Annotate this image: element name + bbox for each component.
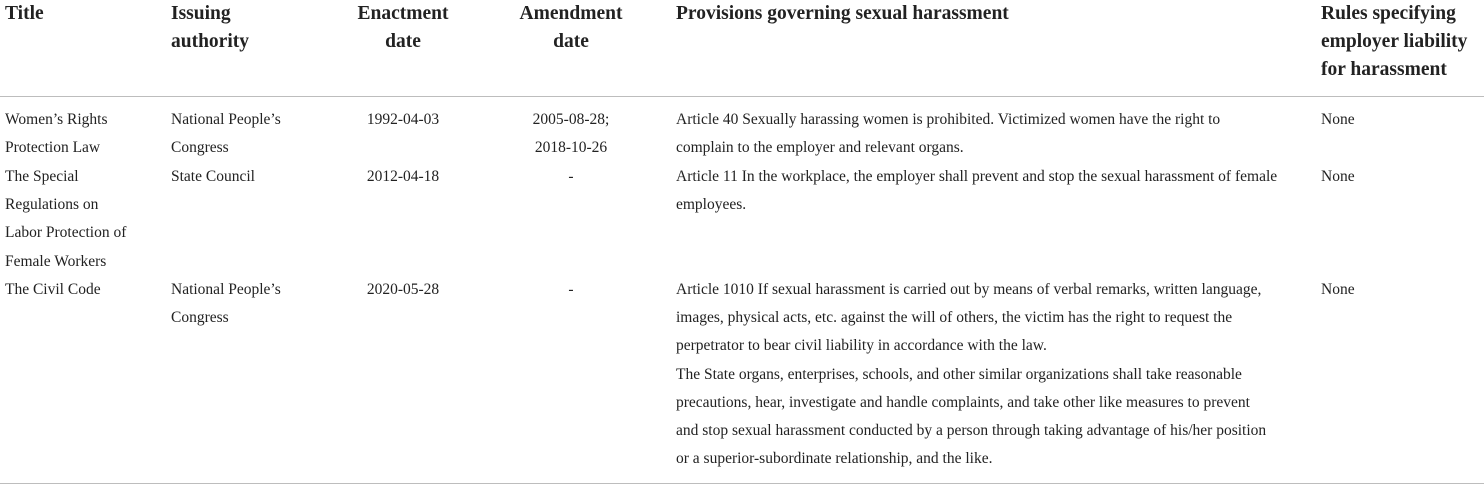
cell-title: [5, 163, 165, 276]
cell-line: None: [1321, 281, 1355, 298]
cell-issuing-authority: [171, 106, 331, 162]
table-row: [0, 276, 1484, 476]
cell-line: The Civil Code: [5, 281, 101, 298]
header-enactment-line: Enactment: [357, 3, 449, 24]
cell-employer-liability-rules: [1321, 163, 1481, 191]
cell-line: employees.: [676, 196, 747, 214]
cell-line: Regulations on: [5, 196, 99, 214]
header-title: [5, 0, 155, 28]
header-provisions: [676, 0, 1296, 28]
header-rules-line: Rules specifying: [1321, 3, 1456, 24]
table-row: [0, 163, 1484, 276]
cell-line: Article 1010 If sexual harassment is carried out by means of verbal remarks, written language,: [676, 281, 1262, 298]
cell-line: and stop sexual harassment conducted by a person through taking advantage of his/her position: [676, 422, 1267, 440]
cell-line: 2012-04-18: [366, 168, 440, 185]
cell-enactment-date: [333, 163, 473, 191]
cell-line: 1992-04-03: [366, 111, 440, 128]
header-enactment-line: date: [385, 31, 421, 52]
header-amendment-line: Amendment: [519, 3, 623, 24]
cell-line: or a superior-subordinate relationship, and the like.: [676, 450, 993, 468]
cell-line: The State organs, enterprises, schools, and other similar organizations shall take reasonable: [676, 365, 1242, 383]
cell-enactment-date: [333, 106, 473, 134]
table-header-row: [0, 0, 1484, 97]
cell-line: images, physical acts, etc. against the will of others, the victim has the right to request the: [676, 309, 1233, 327]
cell-line: 2005-08-28;: [532, 111, 610, 128]
cell-provisions: [676, 106, 1306, 162]
cell-amendment-date: [496, 276, 646, 304]
header-authority-line: Issuing: [171, 3, 231, 24]
header-title-line: Title: [5, 3, 44, 24]
cell-issuing-authority: [171, 276, 331, 332]
cell-line: Article 40 Sexually harassing women is prohibited. Victimized women have the right to: [676, 111, 1221, 128]
header-provisions-line: Provisions governing sexual harassment: [676, 3, 1009, 24]
header-rules-line: employer liability: [1321, 31, 1468, 52]
table-bottom-rule: [0, 483, 1484, 484]
cell-enactment-date: [333, 276, 473, 304]
cell-provisions: [676, 163, 1306, 219]
cell-employer-liability-rules: [1321, 106, 1481, 134]
header-employer-liability-rules: [1321, 0, 1483, 84]
cell-line: State Council: [171, 168, 255, 185]
cell-title: [5, 106, 165, 162]
cell-line: complain to the employer and relevant organs.: [676, 139, 964, 157]
cell-line: Congress: [171, 139, 229, 157]
header-issuing-authority: [171, 0, 321, 56]
cell-line: The Special: [5, 168, 79, 185]
cell-line: National People’s: [171, 281, 281, 298]
cell-line: Article 11 In the workplace, the employer shall prevent and stop the sexual harassment of female: [676, 168, 1278, 185]
cell-provisions: [676, 276, 1306, 473]
header-amendment-line: date: [553, 31, 589, 52]
cell-line: -: [568, 168, 574, 185]
cell-line: National People’s: [171, 111, 281, 128]
header-amendment-date: [496, 0, 646, 56]
cell-line: Women’s Rights: [5, 111, 108, 128]
cell-line: None: [1321, 168, 1355, 185]
cell-line: precautions, hear, investigate and handle complaints, and take other like measures to prevent: [676, 393, 1250, 411]
cell-line: 2020-05-28: [366, 281, 440, 298]
cell-line: Labor Protection of: [5, 224, 127, 242]
cell-line: None: [1321, 111, 1355, 128]
cell-amendment-date: [496, 163, 646, 191]
cell-issuing-authority: [171, 163, 331, 191]
cell-line: Female Workers: [5, 252, 107, 270]
cell-title: [5, 276, 165, 304]
table-row: [0, 106, 1484, 163]
cell-line: Protection Law: [5, 139, 101, 157]
header-enactment-date: [333, 0, 473, 56]
header-authority-line: authority: [171, 31, 249, 52]
cell-employer-liability-rules: [1321, 276, 1481, 304]
header-rules-line: for harassment: [1321, 59, 1447, 80]
cell-line: 2018-10-26: [534, 139, 608, 157]
cell-line: perpetrator to bear civil liability in accordance with the law.: [676, 337, 1047, 355]
cell-amendment-date: [496, 106, 646, 162]
cell-line: -: [568, 281, 574, 298]
cell-line: Congress: [171, 309, 229, 327]
